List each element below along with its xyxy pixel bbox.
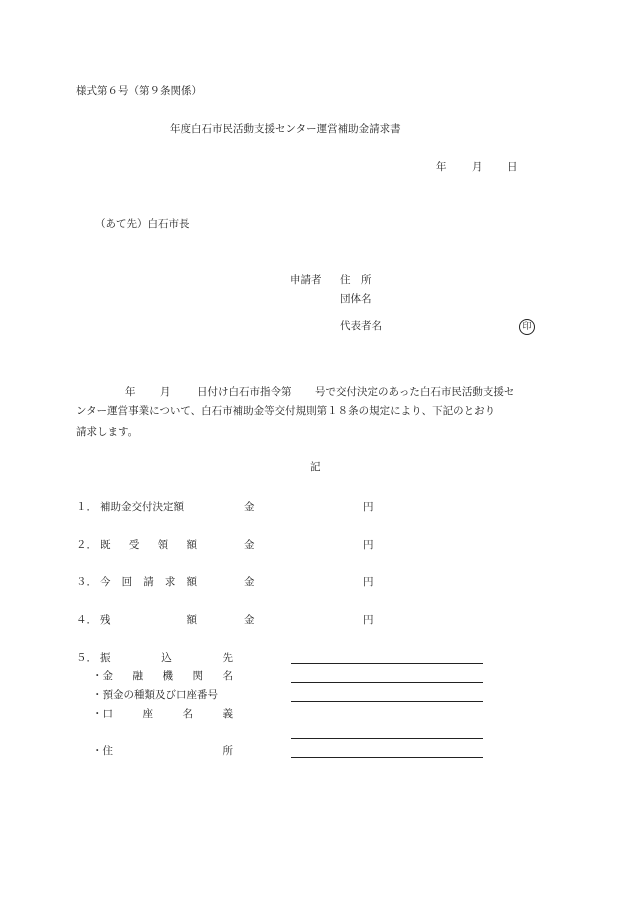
body-line-2: ンター運営事業について、白石市補助金等交付規則第１８条の規定により、下記のとおり	[76, 405, 496, 417]
applicant-label: 申請者	[290, 274, 322, 286]
item-1-kin: 金	[244, 501, 255, 513]
item-4-kin: 金	[244, 614, 255, 626]
transfer-label: 振 込 先	[100, 652, 233, 664]
document-title: 年度白石市民活動支援センター運営補助金請求書	[170, 123, 401, 135]
item-4-yen: 円	[363, 614, 374, 626]
item-1-label: 補助金交付決定額	[100, 501, 184, 513]
form-number: 様式第６号（第９条関係）	[76, 85, 202, 97]
date-day: 日	[507, 161, 518, 173]
date-month: 月	[472, 161, 483, 173]
bank-name-line[interactable]	[291, 682, 483, 683]
transfer-destination-line[interactable]	[291, 663, 483, 664]
item-4-label: 残 額	[100, 614, 197, 626]
item-4-number: ４．	[76, 614, 97, 626]
account-holder-line[interactable]	[291, 738, 483, 739]
seal-mark: 印	[519, 319, 535, 335]
ki-heading: 記	[310, 461, 321, 473]
body-year: 年	[125, 386, 136, 398]
item-2-yen: 円	[363, 539, 374, 551]
item-3-number: ３．	[76, 576, 97, 588]
body-num-text: 号で交付決定のあった白石市民活動支援セ	[315, 386, 515, 398]
item-2-number: ２．	[76, 539, 97, 551]
date-year: 年	[436, 161, 447, 173]
item-3-kin: 金	[244, 576, 255, 588]
holder-address-label: ・住 所	[92, 745, 233, 757]
body-day-ref: 日付け白石市指令第	[197, 386, 292, 398]
item-2-kin: 金	[244, 539, 255, 551]
applicant-rep-label: 代表者名	[340, 320, 382, 332]
item-3-yen: 円	[363, 576, 374, 588]
account-number-line[interactable]	[291, 701, 483, 702]
holder-address-line[interactable]	[291, 757, 483, 758]
body-line-3: 請求します。	[76, 426, 139, 438]
item-2-label: 既 受 領 額	[100, 539, 197, 551]
applicant-org-label: 団体名	[340, 293, 372, 305]
body-month: 月	[160, 386, 171, 398]
addressee: （あて先）白石市長	[95, 218, 190, 230]
applicant-address-label: 住 所	[340, 274, 372, 286]
item-5-number: ５．	[76, 652, 97, 664]
bank-name-label: ・金 融 機 関 名	[92, 670, 233, 682]
account-type-number-label: ・預金の種類及び口座番号	[92, 689, 218, 701]
item-3-label: 今 回 請 求 額	[100, 576, 197, 588]
item-1-yen: 円	[363, 501, 374, 513]
item-1-number: １．	[76, 501, 97, 513]
account-holder-label: ・口 座 名 義	[92, 708, 233, 720]
